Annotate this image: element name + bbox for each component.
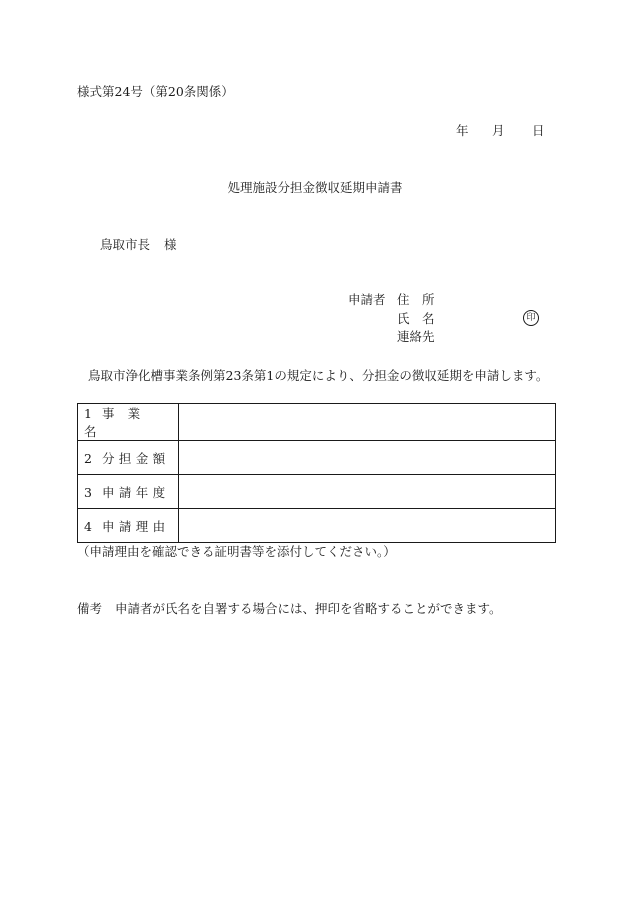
- table-row: [78, 509, 556, 543]
- document-title: 処理施設分担金徴収延期申請書: [227, 180, 403, 195]
- applicant-contact-label: 連絡先: [397, 329, 435, 344]
- item-label-cell: [78, 404, 179, 441]
- applicant-name-label: 氏 名: [397, 311, 435, 326]
- item-number: 1: [84, 406, 92, 421]
- item-number: 4: [84, 518, 92, 534]
- attachment-note: （申請理由を確認できる証明書等を添付してください。）: [77, 544, 396, 559]
- table-row: [78, 404, 556, 441]
- item-label-cell: [78, 441, 179, 475]
- application-statement: 鳥取市浄化槽事業条例第23条第1の規定により、分担金の徴収延期を申請します。: [88, 368, 549, 383]
- remarks-heading: 備考: [77, 601, 103, 616]
- remarks-text: 申請者が氏名を自署する場合には、押印を省略することができます。: [115, 601, 502, 616]
- item-number: 3: [84, 484, 92, 500]
- addressee: [100, 237, 177, 253]
- item-label: 申請年度: [102, 484, 170, 500]
- item-label-cell: [78, 509, 179, 543]
- item-label: 分担金額: [102, 450, 170, 466]
- date-day-label: 日: [532, 123, 545, 138]
- item-label-cell: [78, 475, 179, 509]
- table-row: [78, 441, 556, 475]
- item-value-cell[interactable]: [179, 509, 556, 543]
- item-value-cell[interactable]: [179, 404, 556, 441]
- application-items-table: [77, 403, 556, 543]
- applicant-address-label: 住 所: [397, 292, 435, 307]
- date-line: [456, 123, 545, 139]
- form-number: 様式第24号（第20条関係）: [77, 84, 234, 99]
- applicant-label: 申請者: [348, 292, 386, 307]
- date-year-label: 年: [456, 123, 469, 138]
- date-month-label: 月: [492, 123, 505, 138]
- item-number: 2: [84, 450, 92, 466]
- remarks: [77, 601, 502, 617]
- seal-icon: 印: [523, 310, 539, 326]
- item-value-cell[interactable]: [179, 441, 556, 475]
- item-label: 事業名: [84, 406, 154, 439]
- addressee-name: 鳥取市長: [100, 237, 151, 252]
- addressee-honorific: 様: [164, 237, 177, 252]
- table-row: [78, 475, 556, 509]
- item-label: 申請理由: [102, 518, 170, 534]
- item-value-cell[interactable]: [179, 475, 556, 509]
